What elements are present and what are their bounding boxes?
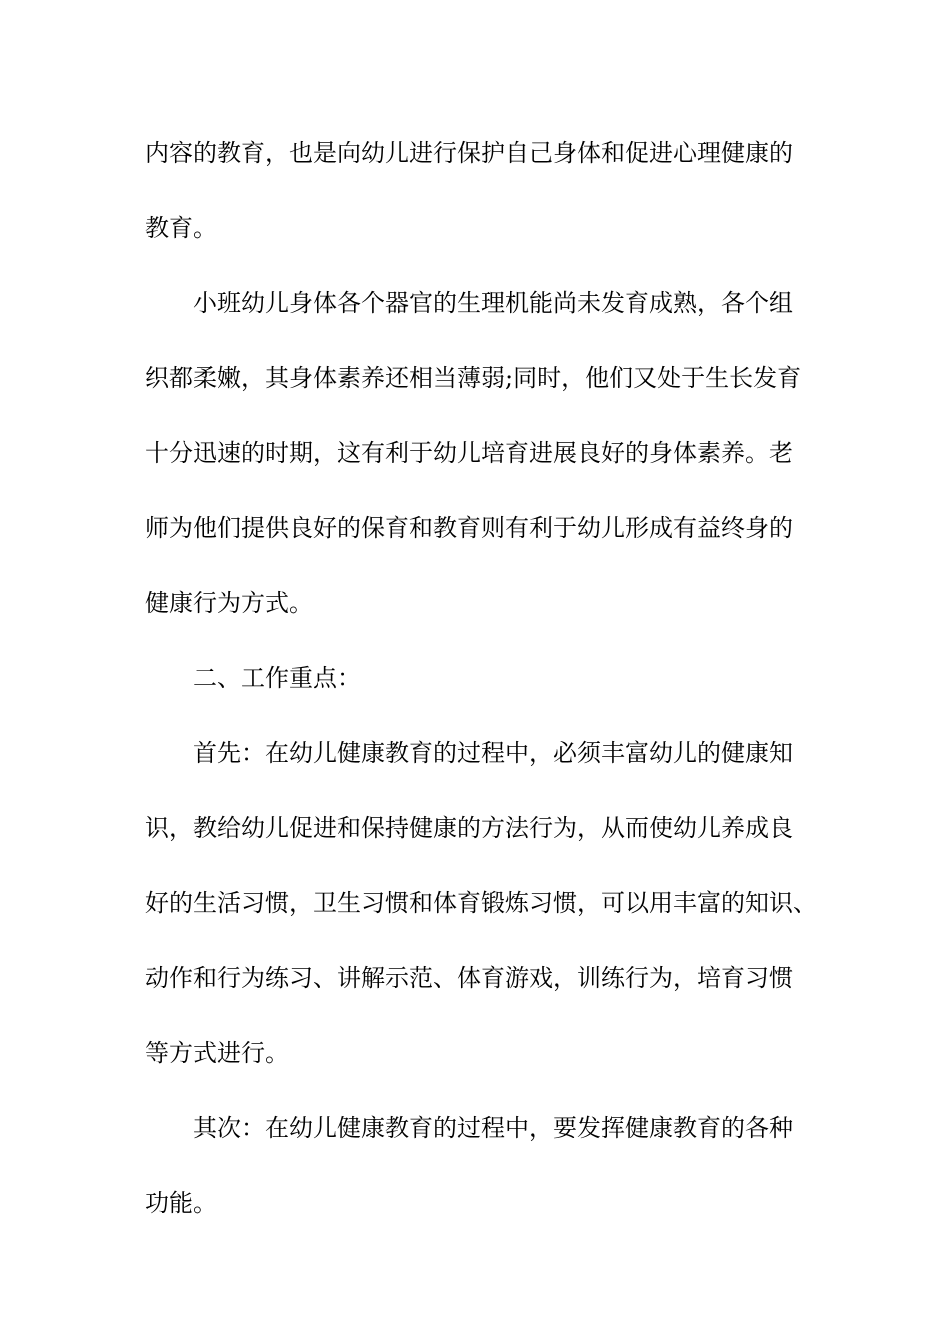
paragraph-start-line: 首先：在幼儿健康教育的过程中，必须丰富幼儿的健康知 (193, 739, 793, 767)
text-line: 十分迅速的时期，这有利于幼儿培育进展良好的身体素养。老 (145, 439, 793, 467)
text-line: 功能。 (145, 1189, 217, 1217)
paragraph-start-line: 其次：在幼儿健康教育的过程中，要发挥健康教育的各种 (193, 1114, 793, 1142)
section-heading: 二、工作重点： (193, 664, 361, 692)
text-line: 织都柔嫩，其身体素养还相当薄弱;同时，他们又处于生长发育 (145, 364, 802, 392)
text-line: 好的生活习惯，卫生习惯和体育锻炼习惯，可以用丰富的知识、 (145, 889, 817, 917)
text-line: 师为他们提供良好的保育和教育则有利于幼儿形成有益终身的 (145, 514, 793, 542)
text-line: 动作和行为练习、讲解示范、体育游戏，训练行为，培育习惯 (145, 964, 793, 992)
paragraph-start-line: 小班幼儿身体各个器官的生理机能尚未发育成熟，各个组 (193, 289, 793, 317)
text-line: 健康行为方式。 (145, 589, 313, 617)
text-line: 教育。 (145, 214, 217, 242)
text-line: 等方式进行。 (145, 1039, 289, 1067)
text-line: 内容的教育，也是向幼儿进行保护自己身体和促进心理健康的 (145, 139, 793, 167)
text-line: 识，教给幼儿促进和保持健康的方法行为，从而使幼儿养成良 (145, 814, 793, 842)
